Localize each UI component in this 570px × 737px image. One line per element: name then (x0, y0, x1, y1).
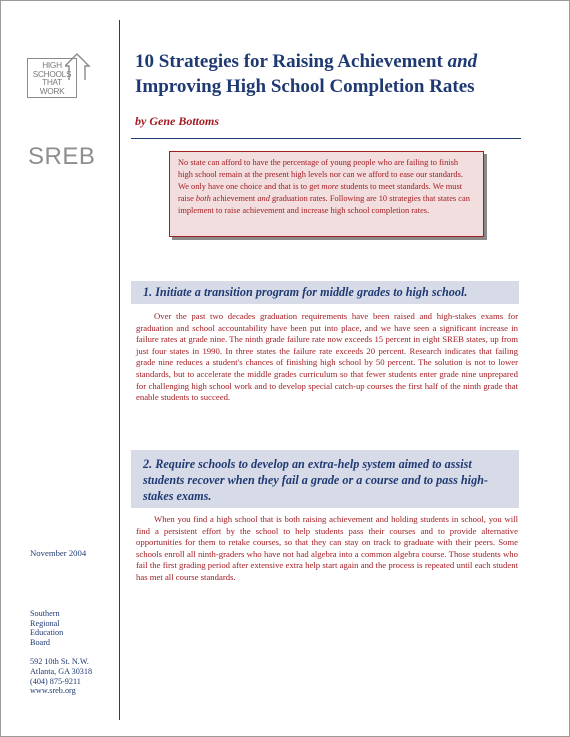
phone-number: (404) 875-9211 (30, 676, 81, 686)
section-heading-2: 2. Require schools to develop an extra-help system aimed to assist students recover when they fail a grade or a course and to pass high-stakes exams. (131, 450, 519, 508)
callout-text-part: students to meet standards. We must raise (178, 182, 463, 203)
org-name-line: Regional (30, 618, 60, 628)
title-divider (131, 138, 521, 139)
callout-text-part: No state can afford to have the percentage of young people who are failing to finish high school remain at the present high levels nor can we afford to ease our standards. We only have one choice and that is to get (178, 158, 463, 191)
callout-text-part: graduation rates. Following are 10 strategies that states can implement to raise achievement and increase high school completion rates. (178, 194, 470, 215)
street-address: 592 10th St. N.W. (30, 657, 89, 667)
callout-text-part: achievement (212, 194, 256, 203)
title-and: and (447, 51, 478, 72)
callout-emphasis: more (321, 182, 339, 191)
org-name-line: Education (30, 628, 64, 638)
page-title (135, 49, 535, 99)
logo-line: WORK (39, 85, 65, 96)
org-address (30, 609, 92, 696)
section-heading-1: 1. Initiate a transition program for middle grades to high school. (131, 281, 519, 304)
sreb-logo: SREB (28, 143, 96, 170)
hstw-logo (27, 52, 96, 96)
logo-line: SCHOOLS (32, 68, 72, 79)
sidebar-divider (119, 20, 120, 720)
logo-line: HIGH (42, 60, 62, 70)
callout-emphasis: and (257, 194, 270, 203)
org-name-line: Southern (30, 609, 60, 618)
city-state-zip: Atlanta, GA 30318 (30, 666, 93, 676)
logo-line: THAT (42, 77, 62, 87)
callout-emphasis: both (195, 194, 211, 203)
title-part-2: Improving High School Completion Rates (135, 76, 475, 97)
section-body-1: Over the past two decades graduation requirements have been raised and high-stakes exams for graduation and school accountability have been put into place, and we have seen a significant increase in failure rates at grade nine. The ninth grade failure rate now exceeds 15 percent in eight SREB states, up from just four states in 1990. In three states the failure rate exceeds 20 percent. Research indicates that failing grade nine reduces a student's chances of finishing high school by 50 percent. The solution is not to lower standards, but to accelerate the middle grades curriculum so that fewer students enter grade nine unprepared for challenging high school work and to develop special catch-up courses the first half of the ninth grade that enable students to succeed. (136, 311, 518, 403)
section-body-2: When you find a high school that is both raising achievement and holding students in school, you will find a persistent effort by the school to help students pass their courses and to provide alternative opportunities for them to retake courses, so that they can stay on track to graduate with their peers. Some schools enroll all ninth-graders who have not had algebra into a common algebra course. Those students who fail the first grading period after extensive extra help start again and the process is repeated until each student has met all course standards. (136, 514, 518, 582)
author-byline: by Gene Bottoms (135, 114, 219, 128)
upward-arrow-icon (65, 52, 93, 82)
title-part-1: 10 Strategies for Raising Achievement (135, 51, 443, 72)
website-link[interactable]: www.sreb.org (30, 686, 76, 696)
intro-callout (169, 151, 484, 237)
publication-date: November 2004 (30, 548, 87, 558)
org-name-line: Board (30, 637, 51, 647)
callout-text (178, 157, 475, 217)
